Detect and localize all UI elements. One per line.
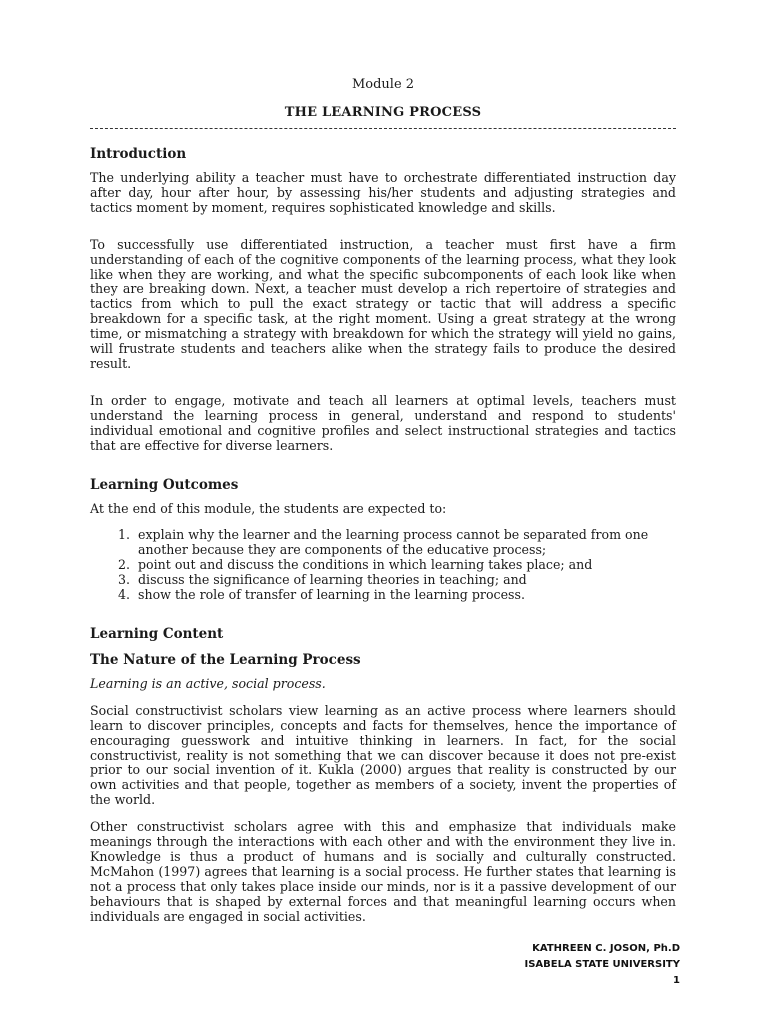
italic-statement: Learning is an active, social process. <box>90 675 326 691</box>
intro-paragraph: In order to engage, motivate and teach all learners at optimal levels, teachers must understand the learning process in general, understand and respond to students' individual emotional and cognitive profiles and select instructional strategies and tactics that are effective for diverse learners. <box>90 392 676 453</box>
module-title: THE LEARNING PROCESS <box>284 105 482 120</box>
outcome-item: 1. explain why the learner and the learning process cannot be separated from one another because they are components of the educative process; <box>134 528 676 558</box>
dashed-divider <box>90 128 676 129</box>
introduction-heading: Introduction <box>90 146 187 162</box>
intro-paragraph: To successfully use differentiated instruction, a teacher must first have a firm understanding of each of the cognitive components of the learning process, what they look like when they are working, and what the specific subcomponents of each look like when they are breaking down. Next, a teacher must develop a rich repertoire of strategies and tactics from which to pull the exact strategy or tactic that will address a specific breakdown for a specific task, at the right moment. Using a great strategy at the wrong time, or mismatching a strategy with breakdown for which the strategy will yield no gains, will frustrate students and teachers alike when the strategy fails to produce the desired result. <box>90 236 676 371</box>
content-paragraph: Other constructivist scholars agree with this and emphasize that individuals make meanings through the interactions with each other and with the environment they live in. Knowledge is thus a product of humans and is socially and culturally constructed. McMahon (1997) agrees that learning is a social process. He further states that learning is not a process that only takes place inside our minds, nor is it a passive development of our behaviours that is shaped by external forces and that meaningful learning occurs when individuals are engaged in social activities. <box>90 819 676 924</box>
outcome-item: 2. point out and discuss the conditions in which learning takes place; and <box>134 558 676 573</box>
outcome-item: 4. show the role of transfer of learning in the learning process. <box>134 588 676 603</box>
outcome-item: 3. discuss the significance of learning theories in teaching; and <box>134 573 676 588</box>
nature-subheading: The Nature of the Learning Process <box>90 651 361 668</box>
footer-author: KATHREEN C. JOSON, Ph.D <box>532 943 680 954</box>
learning-content-heading: Learning Content <box>90 625 224 642</box>
module-label: Module 2 <box>351 77 415 92</box>
document-page <box>90 76 676 937</box>
outcomes-intro: At the end of this module, the students are expected to: <box>90 500 447 516</box>
intro-paragraph: The underlying ability a teacher must have to orchestrate differentiated instruction day after day, hour after hour, by assessing his/her students and adjusting strategies and tactics moment by moment, requires sophisticated knowledge and skills. <box>90 170 676 215</box>
page-number: 1 <box>673 975 680 986</box>
content-paragraph: Social constructivist scholars view learning as an active process where learners should learn to discover principles, concepts and facts for themselves, hence the importance of encouraging guesswork and intuitive thinking in learners. In fact, for the social constructivist, reality is not something that we can discover because it does not pre-exist prior to our social invention of it. Kukla (2000) argues that reality is constructed by our own activities and that people, together as members of a society, invent the properties of the world. <box>90 702 676 808</box>
footer-institution: ISABELA STATE UNIVERSITY <box>524 959 680 970</box>
learning-outcomes-heading: Learning Outcomes <box>90 476 239 493</box>
outcomes-list <box>90 528 676 603</box>
page-footer <box>524 941 680 989</box>
